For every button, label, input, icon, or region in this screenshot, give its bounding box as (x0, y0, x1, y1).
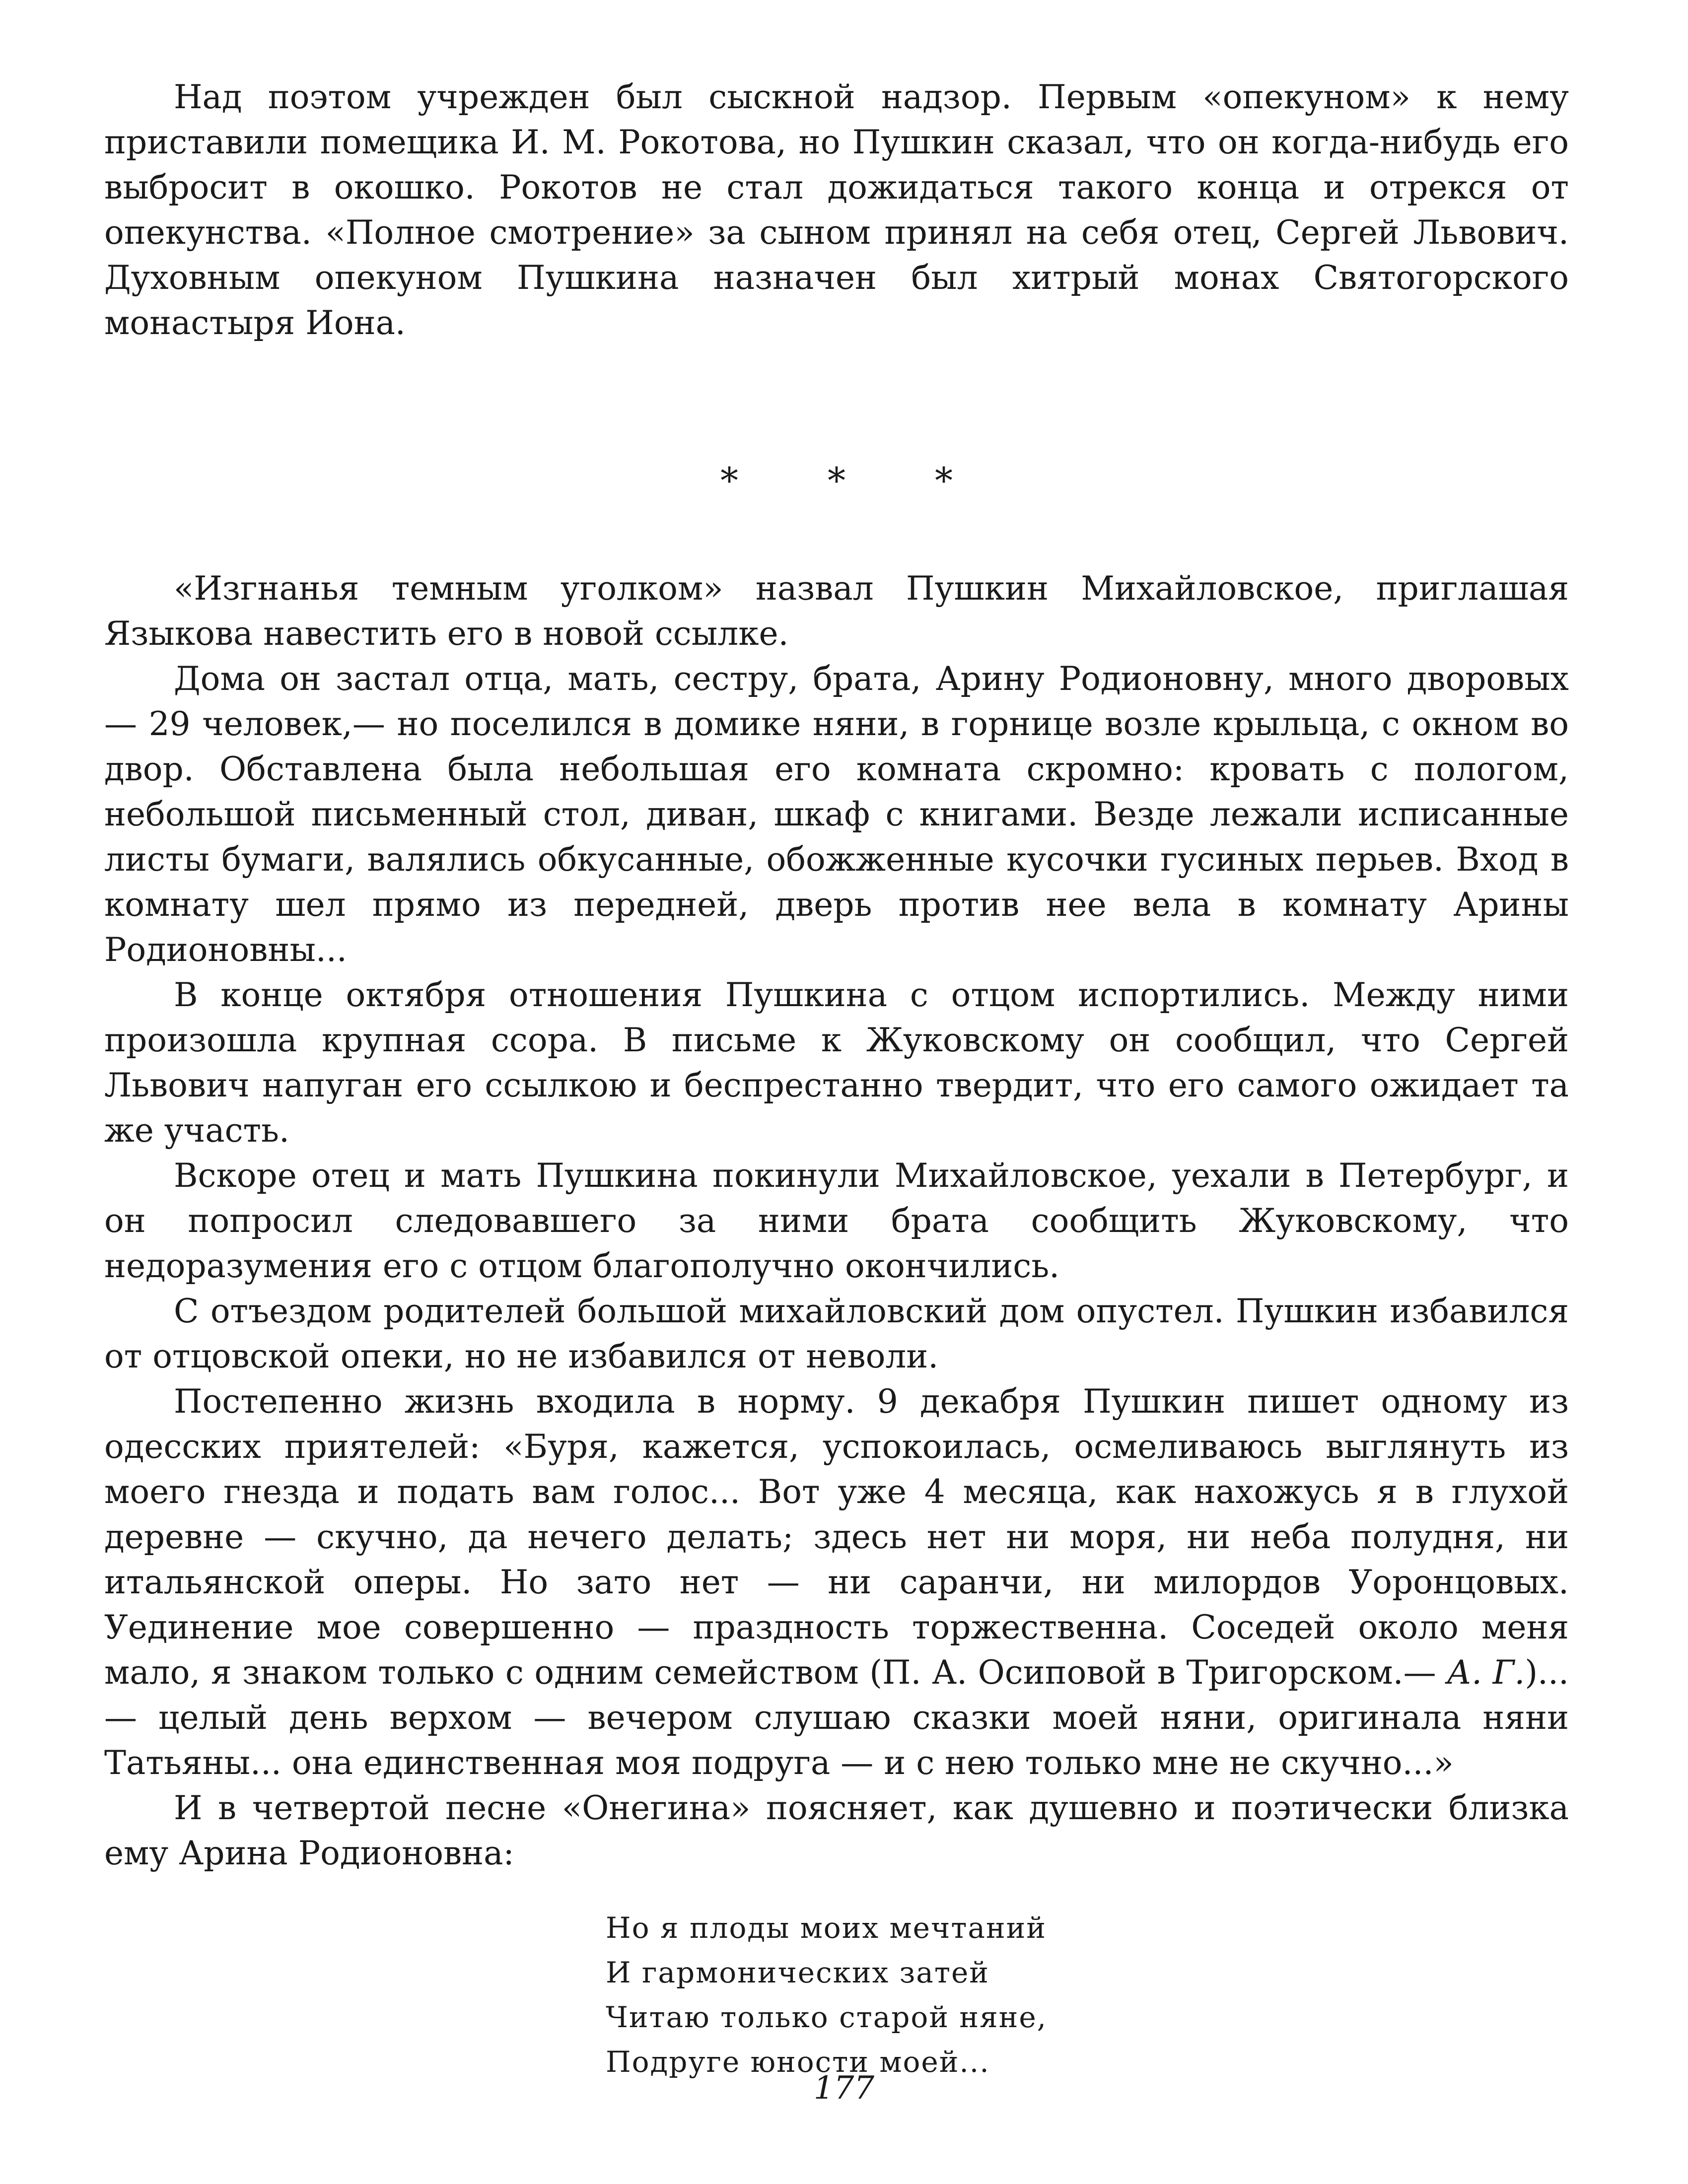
paragraph-house-empty: С отъездом родителей большой михайловский дом опустел. Пушкин избавился от отцовской опеки, но не избавился от неволи. (104, 1292, 1569, 1375)
page-number: 177 (813, 2070, 875, 2107)
letter-text-after: )...— целый день верхом — вечером слушаю сказки моей няни, оригинала няни Татьяны... она единственная моя подруга — и с нею только мне не скучно...» (104, 1653, 1569, 1782)
verse-line: Подруге юности моей... (606, 2045, 990, 2079)
paragraph-parents-leave: Вскоре отец и мать Пушкина покинули Михайловское, уехали в Петербург, и он попросил следовавшего за ними брата сообщить Жуковскому, что недоразумения его с отцом благополучно окончились. (104, 1157, 1569, 1285)
paragraph-quarrel: В конце октября отношения Пушкина с отцом испортились. Между ними произошла крупная ссора. В письме к Жуковскому он сообщил, что Сергей Львович напуган его ссылкою и беспрестанно твердит, что его самого ожидает та же участь. (104, 976, 1569, 1150)
paragraph-letter (104, 1379, 1569, 1785)
letter-initials: А. Г. (1447, 1653, 1525, 1692)
paragraph-home: Дома он застал отца, мать, сестру, брата, Арину Родионовну, много дворовых — 29 человек,— но поселился в домике няни, в горнице возле крыльца, с окном во двор. Обставлена была небольшая его комната скромно: кровать с пологом, небольшой письменный стол, диван, шкаф с книгами. Везде лежали исписанные листы бумаги, валялись обкусанные, обожженные кусочки гусиных перьев. Вход в комнату шел прямо из передней, дверь против нее вела в комнату Арины Родионовны... (104, 660, 1569, 969)
paragraph-supervision: Над поэтом учрежден был сыскной надзор. Первым «опекуном» к нему приставили помещика И. М. Рокотова, но Пушкин сказал, что он когда-нибудь его выбросит в окошко. Рокотов не стал дожидаться такого конца и отрекся от опекунства. «Полное смотрение» за сыном принял на себя отец, Сергей Львович. Духовным опекуном Пушкина назначен был хитрый монах Святогорского монастыря Иона. (104, 78, 1569, 342)
section-separator (104, 460, 1569, 501)
verse-line: Но я плоды моих мечтаний (606, 1911, 1047, 1945)
paragraph-onegin: И в четвертой песне «Онегина» поясняет, как душевно и поэтически близка ему Арина Родионовна: (104, 1789, 1569, 1872)
verse-quote (606, 1906, 1569, 2084)
separator-star: * (720, 460, 738, 501)
verse-line: Читаю только старой няне, (606, 2000, 1048, 2034)
paragraph-exile-corner: «Изгнанья темным уголком» назвал Пушкин Михайловское, приглашая Языкова навестить его в новой ссылке. (104, 569, 1569, 653)
separator-star: * (828, 460, 845, 501)
page-content (104, 74, 1569, 2084)
verse-line: И гармонических затей (606, 1956, 989, 1989)
letter-text-before: Постепенно жизнь входила в норму. 9 декабря Пушкин пишет одному из одесских приятелей: «Буря, кажется, успокоилась, осмеливаюсь выглянуть из моего гнезда и подать вам голос... Вот уже 4 месяца, как нахожусь я в глухой деревне — скучно, да нечего делать; здесь нет ни моря, ни неба полудня, ни итальянской оперы. Но зато нет — ни саранчи, ни милордов Уоронцовых. Уединение мое совершенно — праздность торжественна. Соседей около меня мало, я знаком только с одним семейством (П. А. Осиповой в Тригорском.— (104, 1382, 1569, 1692)
separator-star: * (935, 460, 953, 501)
